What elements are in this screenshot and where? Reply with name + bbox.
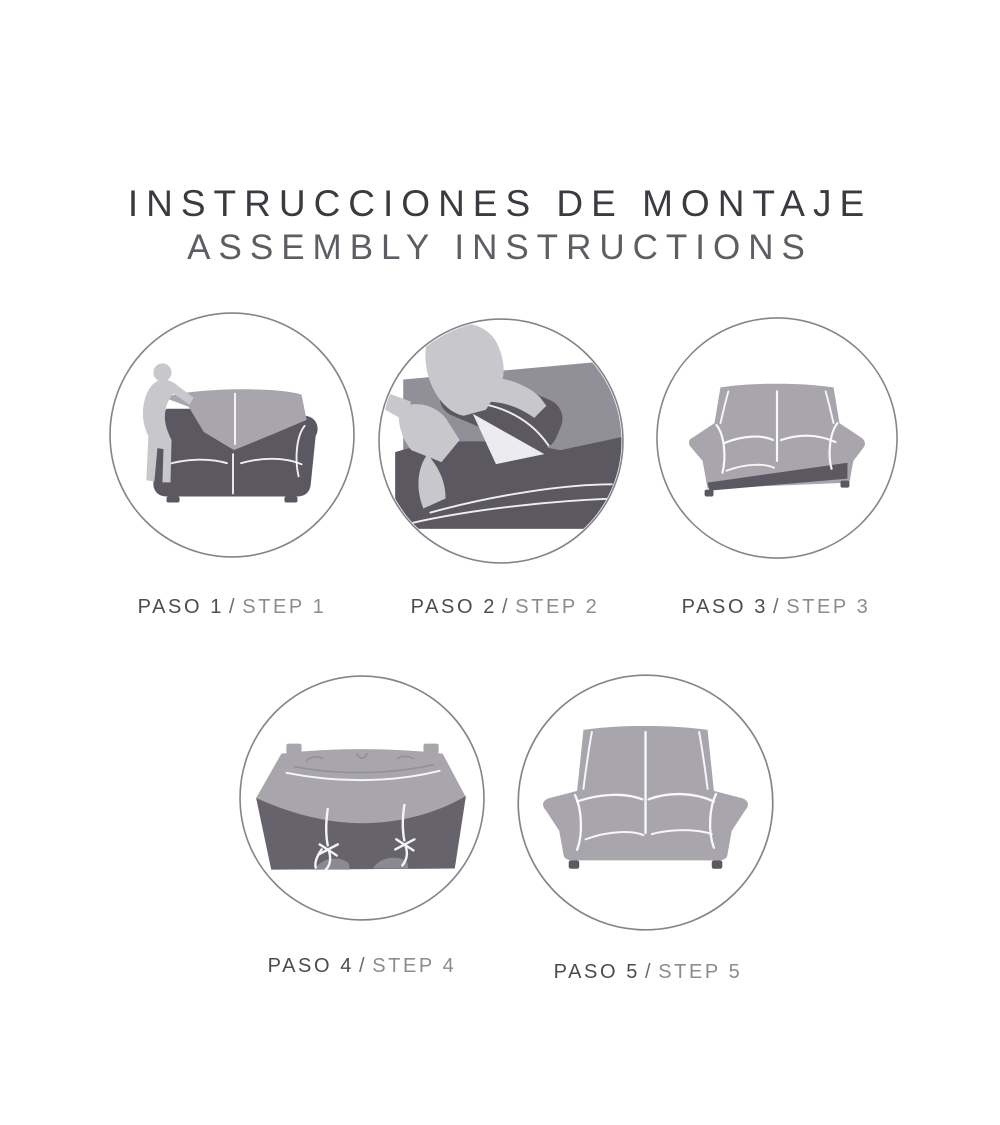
flipped-sofa-icon bbox=[256, 744, 466, 870]
step-label: STEP 3 bbox=[786, 596, 871, 618]
caption-separator: / bbox=[645, 961, 654, 983]
paso-label: PASO 1 bbox=[137, 596, 225, 618]
paso-label: PASO 3 bbox=[681, 596, 769, 618]
step-3-figure bbox=[653, 314, 901, 562]
caption-separator: / bbox=[229, 596, 238, 618]
step-4-illustration bbox=[236, 672, 488, 924]
step-1-illustration bbox=[106, 309, 358, 561]
caption-separator: / bbox=[773, 596, 782, 618]
step-3-caption bbox=[616, 596, 936, 619]
step-5-illustration bbox=[514, 671, 777, 934]
caption-separator: / bbox=[502, 596, 511, 618]
step-5-caption bbox=[488, 961, 808, 984]
step-label: STEP 4 bbox=[372, 955, 457, 977]
step-2-illustration bbox=[375, 315, 627, 567]
step-4-caption bbox=[202, 955, 522, 978]
caption-separator: / bbox=[359, 955, 368, 977]
paso-label: PASO 2 bbox=[410, 596, 498, 618]
step-2-figure bbox=[375, 315, 627, 567]
step-1-figure bbox=[106, 309, 358, 561]
paso-label: PASO 4 bbox=[267, 955, 355, 977]
step-3-illustration bbox=[653, 314, 901, 562]
step-5-figure bbox=[514, 671, 777, 934]
step-4-figure bbox=[236, 672, 488, 924]
page-title: INSTRUCCIONES DE MONTAJE bbox=[127, 183, 873, 224]
step-label: STEP 1 bbox=[242, 596, 327, 618]
paso-label: PASO 5 bbox=[553, 961, 641, 983]
step-1-caption bbox=[72, 596, 392, 619]
step-label: STEP 5 bbox=[658, 961, 743, 983]
page-subtitle: ASSEMBLY INSTRUCTIONS bbox=[187, 228, 813, 267]
step-label: STEP 2 bbox=[515, 596, 600, 618]
